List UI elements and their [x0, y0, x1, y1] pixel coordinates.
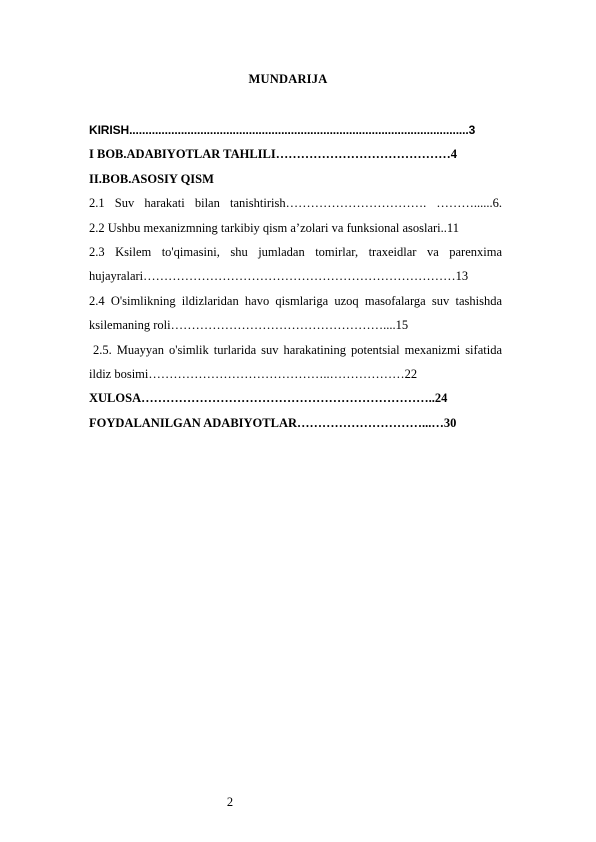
toc-entry-2-2: 2.2 Ushbu mexanizmning tarkibiy qism a’zolari va funksional asoslari..11: [89, 220, 459, 235]
toc-entry-kirish: KIRISH.........................................................................................................3: [89, 123, 476, 137]
toc-entry-2-5: 2.5. Muayyan o'simlik turlarida suv harakatining potentsial mexanizmi sifatida ildiz bosimi……………………………………..………………22: [89, 342, 502, 382]
toc-entry-2-1: 2.1 Suv harakati bilan tanishtirish……………………………. ………......6.: [89, 196, 502, 211]
toc-entry-chapter-2: II.BOB.ASOSIY QISM: [89, 171, 214, 186]
toc-entry-chapter-1: I BOB.ADABIYOTLAR TAHLILI……………………………………4: [89, 147, 457, 162]
page-number: 2: [226, 795, 234, 809]
page-title: MUNDARIJA: [248, 72, 328, 86]
toc-entry-xulosa: XULOSA……………………………………………………………..24: [89, 391, 448, 406]
toc-entry-2-3: 2.3 Ksilem to'qimasini, shu jumladan tomirlar, traxeidlar va parenxima hujayralari…………………………………………………………………13: [89, 245, 502, 284]
table-of-contents: [89, 118, 502, 435]
toc-entry-references: FOYDALANILGAN ADABIYOTLAR…………………………...…30: [89, 415, 457, 430]
toc-entry-2-4: 2.4 O'simlikning ildizlaridan havo qismlariga uzoq masofalarga suv tashishda ksilemaning roli……………………………………………....15: [89, 293, 502, 333]
